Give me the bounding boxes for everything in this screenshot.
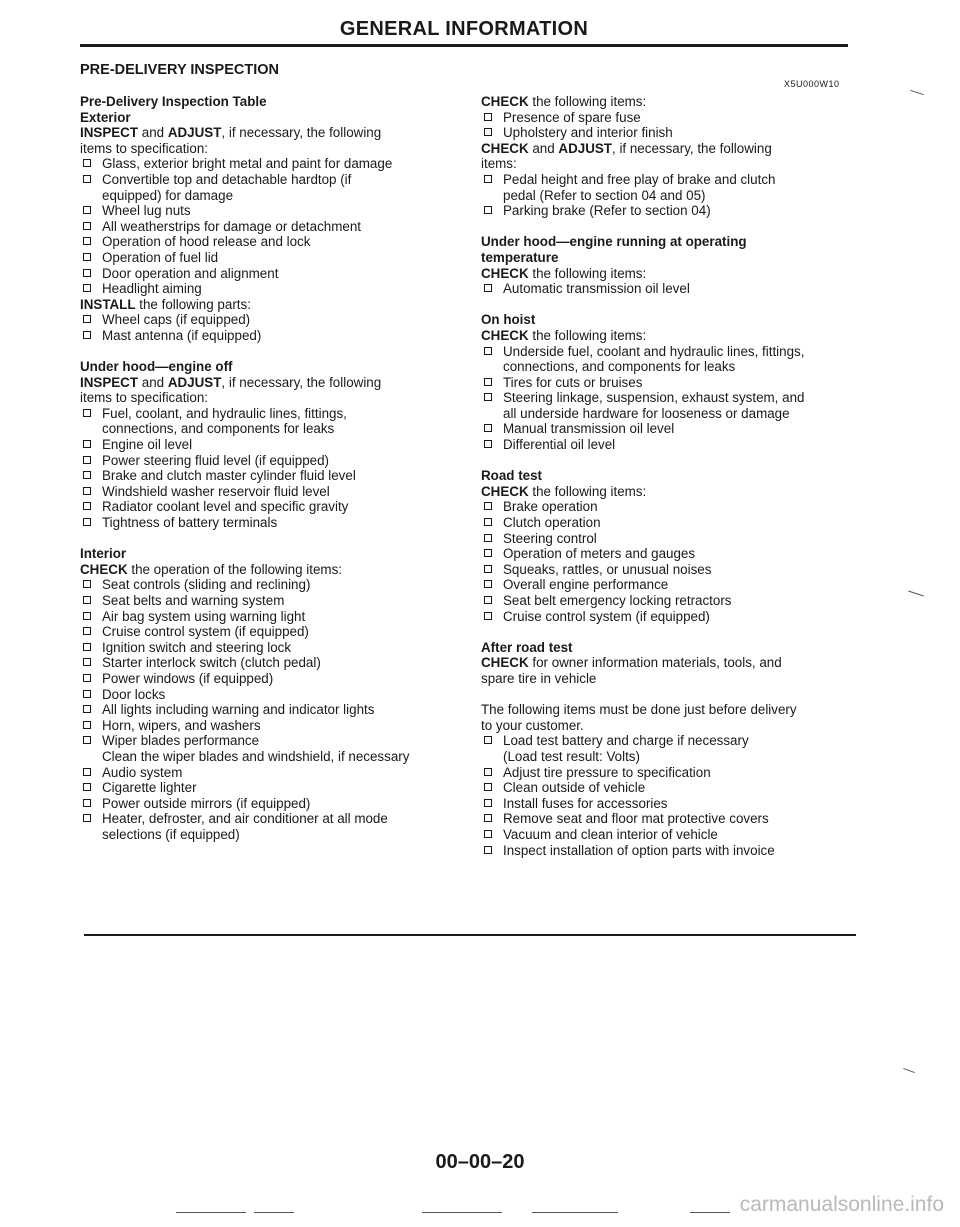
subsection-heading: On hoist xyxy=(481,312,536,328)
checklist-item xyxy=(80,640,470,656)
checkbox-icon xyxy=(83,799,91,807)
checklist-item-text: Inspect installation of option parts with invoice xyxy=(503,842,775,858)
checklist-item-text: Heater, defroster, and air conditioner at all mode xyxy=(102,811,388,827)
checkbox-icon xyxy=(83,814,91,822)
spacer xyxy=(80,531,470,547)
checklist-item xyxy=(80,328,470,344)
checklist-item-text: Operation of fuel lid xyxy=(102,249,219,265)
keyword: CHECK xyxy=(481,140,529,156)
scan-mark xyxy=(422,1212,502,1213)
instruction-text: items to specification: xyxy=(80,390,209,406)
spacer xyxy=(481,624,871,640)
checklist-item-text: Door operation and alignment xyxy=(102,265,279,281)
instruction-text xyxy=(80,562,470,578)
instruction-text: items to specification: xyxy=(80,140,209,156)
checklist-item xyxy=(80,811,470,827)
checklist-item xyxy=(481,765,871,781)
checklist-item xyxy=(80,765,470,781)
instruction-text xyxy=(80,125,470,141)
checklist-item xyxy=(481,344,871,360)
instruction-fragment: the following items: xyxy=(528,483,647,499)
instruction-fragment: , if necessary, the following xyxy=(221,374,382,390)
checklist-item xyxy=(80,718,470,734)
checkbox-icon xyxy=(83,658,91,666)
keyword: INSPECT xyxy=(80,374,139,390)
checkbox-icon xyxy=(83,206,91,214)
instruction-fragment: the following items: xyxy=(528,265,647,281)
watermark: carmanualsonline.info xyxy=(739,1193,944,1216)
item-continuation: connections, and components for leaks xyxy=(102,421,335,437)
checkbox-icon xyxy=(83,487,91,495)
keyword: ADJUST xyxy=(558,140,612,156)
checkbox-icon xyxy=(484,768,492,776)
item-continuation: all underside hardware for looseness or damage xyxy=(503,405,790,421)
checkbox-icon xyxy=(83,409,91,417)
checkbox-icon xyxy=(484,783,492,791)
checklist-item xyxy=(481,375,871,391)
checklist-item xyxy=(80,796,470,812)
instruction-text xyxy=(481,141,871,157)
instruction-text xyxy=(481,655,871,671)
checklist-item-text: Clutch operation xyxy=(503,515,601,531)
checkbox-icon xyxy=(83,705,91,713)
keyword: CHECK xyxy=(481,483,529,499)
checklist-item-text: Ignition switch and steering lock xyxy=(102,639,292,655)
checklist-item xyxy=(80,406,470,422)
checklist-item xyxy=(80,577,470,593)
checklist-item-text: Brake operation xyxy=(503,499,598,515)
checklist-item xyxy=(80,437,470,453)
checklist-item-text: Glass, exterior bright metal and paint for damage xyxy=(102,156,393,172)
checklist-item-text: Seat controls (sliding and reclining) xyxy=(102,577,311,593)
instruction-text xyxy=(481,484,871,500)
instruction-fragment: , if necessary, the following xyxy=(221,125,382,141)
checklist-item-text: Wheel lug nuts xyxy=(102,203,191,219)
checklist-item-text: Seat belt emergency locking retractors xyxy=(503,593,732,608)
subsection-heading: Exterior xyxy=(80,109,131,125)
checklist-item xyxy=(80,702,470,718)
checklist-item xyxy=(481,203,871,219)
checkbox-icon xyxy=(484,830,492,838)
spacer xyxy=(481,453,871,469)
checkbox-icon xyxy=(83,456,91,464)
checklist-item-text: Starter interlock switch (clutch pedal) xyxy=(102,655,321,671)
keyword: INSPECT xyxy=(80,125,139,141)
checkbox-icon xyxy=(484,440,492,448)
instruction-text: The following items must be done just before delivery xyxy=(481,702,797,718)
checklist-item xyxy=(481,843,871,859)
checklist-item-text: Overall engine performance xyxy=(503,577,669,593)
checklist-item-text: Door locks xyxy=(102,686,166,702)
keyword: INSTALL xyxy=(80,296,136,312)
checklist-item xyxy=(80,733,470,749)
checkbox-icon xyxy=(83,222,91,230)
scan-mark xyxy=(532,1212,618,1213)
checklist-item-text: Cruise control system (if equipped) xyxy=(503,608,710,624)
checkbox-icon xyxy=(484,565,492,573)
checklist-item xyxy=(80,671,470,687)
checklist-item-text: Load test battery and charge if necessary xyxy=(503,733,749,749)
scan-mark xyxy=(254,1212,294,1213)
checkbox-icon xyxy=(83,518,91,526)
checklist-item-text: Vacuum and clean interior of vehicle xyxy=(503,826,718,842)
subsection-heading: Interior xyxy=(80,546,127,562)
page-title: GENERAL INFORMATION xyxy=(339,18,589,40)
checkbox-icon xyxy=(83,331,91,339)
header-rule xyxy=(80,44,848,47)
checklist-item-text: Cruise control system (if equipped) xyxy=(102,624,309,640)
checkbox-icon xyxy=(83,580,91,588)
checklist-item-text: Presence of spare fuse xyxy=(503,109,641,125)
scan-mark xyxy=(690,1212,730,1213)
checklist-item-text: Wiper blades performance xyxy=(102,733,260,749)
checklist-item-text: Steering control xyxy=(503,530,597,546)
checklist-item-text: Power outside mirrors (if equipped) xyxy=(102,795,311,811)
checklist-item-text: Air bag system using warning light xyxy=(102,608,306,624)
checklist-item xyxy=(80,266,470,282)
checklist-item xyxy=(481,780,871,796)
checkbox-icon xyxy=(83,612,91,620)
checkbox-icon xyxy=(83,674,91,682)
checkbox-icon xyxy=(484,393,492,401)
checkbox-icon xyxy=(83,643,91,651)
checkbox-icon xyxy=(83,471,91,479)
subsection-heading: Road test xyxy=(481,468,543,484)
checklist-item xyxy=(481,172,871,188)
checklist-item-text: Convertible top and detachable hardtop (if xyxy=(102,171,352,187)
checklist-item xyxy=(481,515,871,531)
instruction-fragment: and xyxy=(138,374,168,390)
item-continuation: (Load test result: Volts) xyxy=(503,748,640,764)
checkbox-icon xyxy=(83,237,91,245)
checklist-item xyxy=(80,234,470,250)
checklist-item xyxy=(481,437,871,453)
checkbox-icon xyxy=(83,596,91,604)
checklist-item xyxy=(80,250,470,266)
checklist-item xyxy=(481,110,871,126)
checklist-item xyxy=(80,609,470,625)
subsection-heading: After road test xyxy=(481,639,573,655)
checklist-item xyxy=(80,156,470,172)
checklist-item-text: Manual transmission oil level xyxy=(503,421,675,437)
checklist-item xyxy=(80,453,470,469)
checkbox-icon xyxy=(83,175,91,183)
checklist-item-text: All lights including warning and indicator lights xyxy=(102,702,375,718)
checklist-item-text: Mast antenna (if equipped) xyxy=(102,327,262,343)
checklist-item-text: Upholstery and interior finish xyxy=(503,125,673,141)
instruction-fragment: the following items: xyxy=(528,94,647,109)
checklist-item-text: Clean outside of vehicle xyxy=(503,780,646,796)
checklist-item xyxy=(481,281,871,297)
checklist-item-text: Seat belts and warning system xyxy=(102,593,285,608)
instruction-text xyxy=(481,94,871,110)
instruction-fragment: and xyxy=(528,140,559,156)
checklist-item-text: Differential oil level xyxy=(503,437,616,453)
checklist-item xyxy=(80,172,470,188)
checklist-item-text: Headlight aiming xyxy=(102,281,202,297)
checkbox-icon xyxy=(484,113,492,121)
checklist-item xyxy=(481,827,871,843)
checklist-item xyxy=(80,219,470,235)
subsection-heading: temperature xyxy=(481,249,559,265)
checklist-item xyxy=(80,624,470,640)
checkbox-icon xyxy=(484,846,492,854)
item-continuation: pedal (Refer to section 04 and 05) xyxy=(503,187,706,203)
checkbox-icon xyxy=(484,347,492,355)
checkbox-icon xyxy=(484,378,492,386)
checklist-item-text: Underside fuel, coolant and hydraulic lines, fittings, xyxy=(503,343,805,359)
scan-mark xyxy=(908,591,924,597)
checklist-item xyxy=(80,780,470,796)
checklist-item xyxy=(481,733,871,749)
instruction-fragment: the following parts: xyxy=(135,296,251,312)
instruction-text: spare tire in vehicle xyxy=(481,670,597,686)
checklist-item xyxy=(80,655,470,671)
checklist-item-text: Engine oil level xyxy=(102,437,193,453)
scan-mark xyxy=(176,1212,246,1213)
checklist-item-text: Automatic transmission oil level xyxy=(503,281,690,297)
checklist-item-text: Cigarette lighter xyxy=(102,780,197,796)
checklist-item xyxy=(80,203,470,219)
checklist-item-text: Pedal height and free play of brake and clutch xyxy=(503,171,776,187)
instruction-text xyxy=(481,328,871,344)
checkbox-icon xyxy=(484,502,492,510)
instruction-fragment: for owner information materials, tools, and xyxy=(528,655,782,671)
item-continuation: selections (if equipped) xyxy=(102,826,240,842)
checkbox-icon xyxy=(484,424,492,432)
checklist-item-text: Brake and clutch master cylinder fluid level xyxy=(102,468,356,484)
checklist-item-text: Radiator coolant level and specific gravity xyxy=(102,499,349,515)
checkbox-icon xyxy=(484,596,492,604)
checkbox-icon xyxy=(484,580,492,588)
instruction-fragment: and xyxy=(138,125,168,141)
checkbox-icon xyxy=(484,736,492,744)
checkbox-icon xyxy=(484,284,492,292)
checkbox-icon xyxy=(83,502,91,510)
checkbox-icon xyxy=(484,128,492,136)
checklist-item xyxy=(80,484,470,500)
checkbox-icon xyxy=(83,440,91,448)
document-code: X5U000W10 xyxy=(784,79,840,89)
checklist-item xyxy=(481,390,871,406)
spacer xyxy=(80,344,470,360)
checkbox-icon xyxy=(83,627,91,635)
checklist-item-text: Power windows (if equipped) xyxy=(102,670,274,686)
checklist-item-text: Install fuses for accessories xyxy=(503,795,668,811)
checklist-item xyxy=(481,562,871,578)
checklist-item xyxy=(481,421,871,437)
checklist-item-text: Adjust tire pressure to specification xyxy=(503,764,711,780)
page-header xyxy=(80,14,848,48)
item-continuation: equipped) for damage xyxy=(102,187,234,203)
checklist-item xyxy=(80,312,470,328)
checkbox-icon xyxy=(484,206,492,214)
instruction-fragment: the following items: xyxy=(528,327,647,343)
checkbox-icon xyxy=(484,549,492,557)
section-title: PRE-DELIVERY INSPECTION xyxy=(80,62,280,78)
checkbox-icon xyxy=(484,799,492,807)
checklist-item xyxy=(481,593,871,609)
checklist-item xyxy=(80,468,470,484)
checklist-item xyxy=(80,593,470,609)
checkbox-icon xyxy=(484,814,492,822)
checklist-item-text: Operation of hood release and lock xyxy=(102,234,311,250)
checklist-item-text: Squeaks, rattles, or unusual noises xyxy=(503,561,712,577)
item-continuation: connections, and components for leaks xyxy=(503,359,736,375)
instruction-text xyxy=(481,266,871,282)
instruction-text xyxy=(80,375,470,391)
checkbox-icon xyxy=(484,612,492,620)
checkbox-icon xyxy=(83,721,91,729)
checklist-item xyxy=(481,609,871,625)
instruction-text xyxy=(80,297,470,313)
right-column xyxy=(481,94,871,858)
keyword: CHECK xyxy=(481,327,529,343)
checklist-item xyxy=(481,577,871,593)
checklist-item-text: Horn, wipers, and washers xyxy=(102,717,261,733)
checkbox-icon xyxy=(83,690,91,698)
checklist-item-text: Windshield washer reservoir fluid level xyxy=(102,483,330,499)
checklist-item xyxy=(481,531,871,547)
checkbox-icon xyxy=(83,315,91,323)
checkbox-icon xyxy=(484,518,492,526)
keyword: CHECK xyxy=(481,94,529,109)
keyword: CHECK xyxy=(481,655,529,671)
checkbox-icon xyxy=(83,768,91,776)
instruction-fragment: , if necessary, the following xyxy=(612,140,772,156)
spacer xyxy=(481,297,871,313)
keyword: ADJUST xyxy=(167,125,222,141)
checkbox-icon xyxy=(484,175,492,183)
checklist-item-text: Wheel caps (if equipped) xyxy=(102,312,251,328)
checkbox-icon xyxy=(484,534,492,542)
spacer xyxy=(481,687,871,703)
checklist-item-text: All weatherstrips for damage or detachment xyxy=(102,218,362,234)
checklist-item-text: Steering linkage, suspension, exhaust system, and xyxy=(503,390,805,406)
checkbox-icon xyxy=(83,269,91,277)
checklist-item xyxy=(80,281,470,297)
keyword: CHECK xyxy=(481,265,529,281)
left-column xyxy=(80,94,470,843)
instruction-fragment: the operation of the following items: xyxy=(127,561,342,577)
scan-mark xyxy=(903,1068,915,1073)
checklist-item-text: Tightness of battery terminals xyxy=(102,515,278,531)
instruction-text: items: xyxy=(481,156,517,172)
keyword: ADJUST xyxy=(167,374,222,390)
checklist-item xyxy=(481,796,871,812)
spacer xyxy=(481,219,871,235)
checkbox-icon xyxy=(83,783,91,791)
keyword: CHECK xyxy=(80,561,128,577)
checklist-item xyxy=(481,546,871,562)
checkbox-icon xyxy=(83,736,91,744)
checklist-item xyxy=(481,125,871,141)
checkbox-icon xyxy=(83,159,91,167)
subsection-heading: Under hood—engine running at operating xyxy=(481,234,747,250)
page-number: 00–00–20 xyxy=(435,1151,525,1173)
scan-mark xyxy=(910,90,924,95)
checklist-item xyxy=(80,515,470,531)
checklist-item xyxy=(481,499,871,515)
checklist-item-text: Power steering fluid level (if equipped) xyxy=(102,452,330,468)
checklist-item-text: Remove seat and floor mat protective covers xyxy=(503,811,769,827)
item-continuation: Clean the wiper blades and windshield, if necessary xyxy=(102,748,410,764)
footer-rule xyxy=(84,934,856,936)
checklist-item-text: Audio system xyxy=(102,764,183,780)
checklist-item-text: Fuel, coolant, and hydraulic lines, fittings, xyxy=(102,405,347,421)
checklist-item xyxy=(80,687,470,703)
checklist-item-text: Parking brake (Refer to section 04) xyxy=(503,203,711,219)
checklist-item xyxy=(481,811,871,827)
checklist-item-text: Tires for cuts or bruises xyxy=(503,374,643,390)
checklist-item xyxy=(80,499,470,515)
subsection-heading: Under hood—engine off xyxy=(80,359,233,375)
checkbox-icon xyxy=(83,253,91,261)
checkbox-icon xyxy=(83,284,91,292)
subsection-heading: Pre-Delivery Inspection Table xyxy=(80,94,267,109)
checklist-item-text: Operation of meters and gauges xyxy=(503,546,696,562)
instruction-text: to your customer. xyxy=(481,717,584,733)
